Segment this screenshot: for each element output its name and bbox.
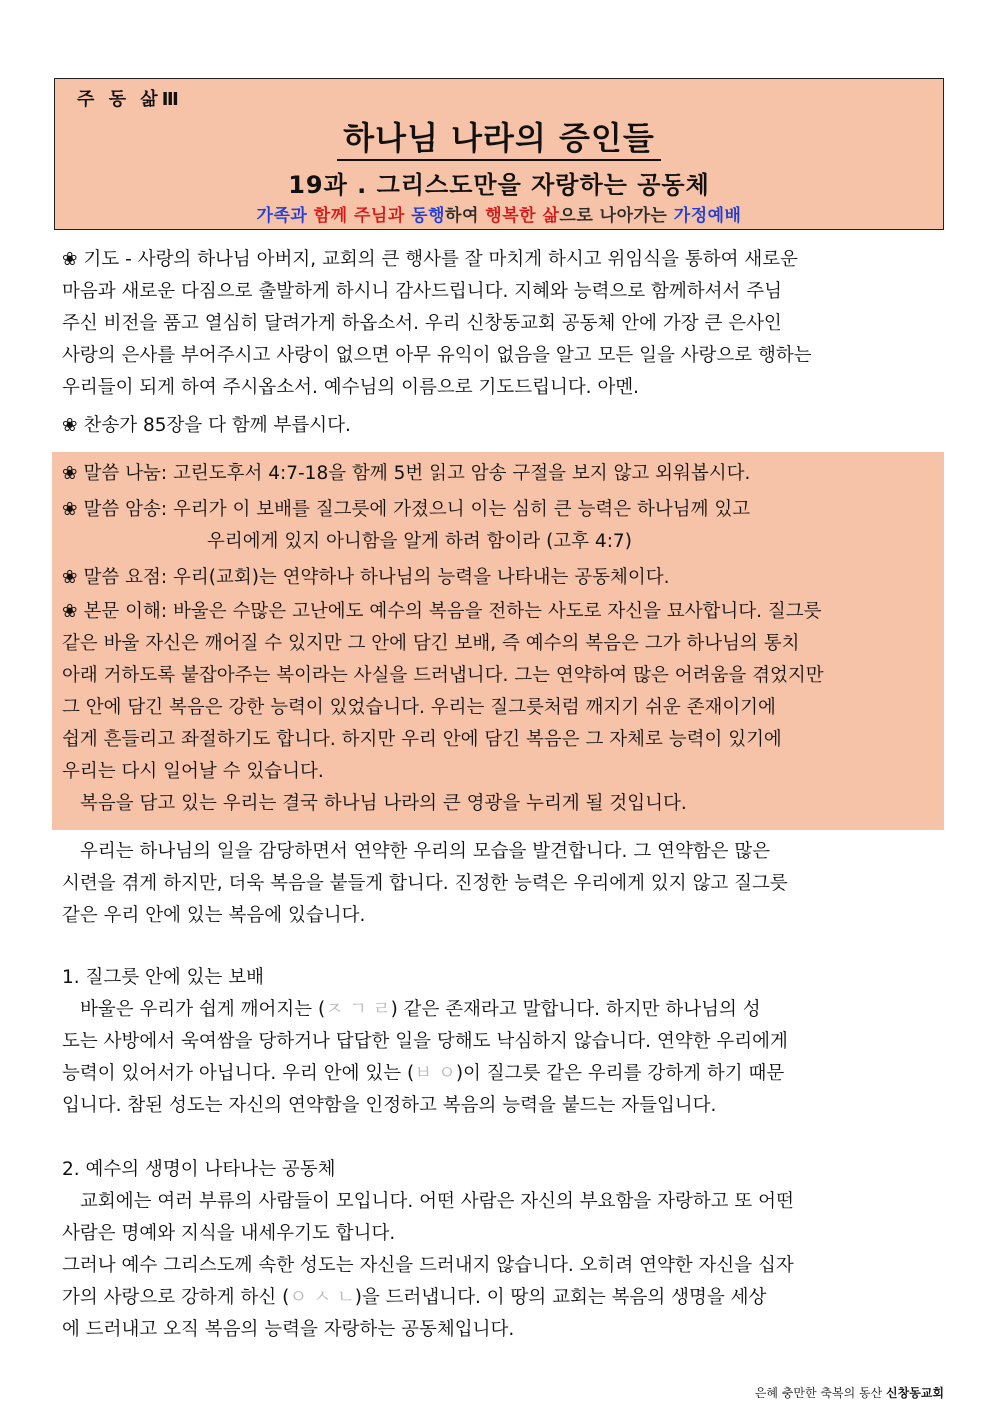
page-title bbox=[55, 113, 943, 159]
header-box bbox=[54, 78, 944, 230]
section2 bbox=[62, 1154, 938, 1346]
section1 bbox=[62, 962, 938, 1122]
understanding-line: 그 안에 담긴 복음은 강한 능력이 있었습니다. 우리는 질그릇처럼 깨지기 쉬운 존재이기에 bbox=[62, 697, 776, 718]
motto-part: 동행 bbox=[411, 206, 446, 226]
section1-line: 능력이 있어서가 아닙니다. 우리 안에 있는 (ㅂ ㅇ)이 질그릇 같은 우리를 강하게 하기 때문 bbox=[62, 1063, 785, 1084]
series-label: 주 동 삶Ⅲ bbox=[77, 89, 183, 110]
memorize-line: ❀ 말씀 암송: 우리가 이 보배를 질그릇에 가졌으니 이는 심히 큰 능력은 하나님께 있고 bbox=[62, 499, 751, 520]
footer bbox=[755, 1384, 944, 1401]
intro-line: 시련을 겪게 하지만, 더욱 복음을 붙들게 합니다. 진정한 능력은 우리에게 있지 않고 질그릇 bbox=[62, 873, 788, 894]
understanding-line: 같은 바울 자신은 깨어질 수 있지만 그 안에 담긴 보배, 즉 예수의 복음은 그가 하나님의 통치 bbox=[62, 633, 800, 654]
section1-line: 도는 사방에서 욱여쌈을 당하거나 답답한 일을 당해도 낙심하지 않습니다. 연약한 우리에게 bbox=[62, 1031, 788, 1052]
understanding-line: 아래 거하도록 붙잡아주는 복이라는 사실을 드러냅니다. 그는 연약하여 많은 어려움을 겪었지만 bbox=[62, 665, 824, 686]
section1-heading: 1. 질그릇 안에 있는 보배 bbox=[62, 967, 265, 988]
footer-church-name: 신창동교회 bbox=[886, 1386, 944, 1400]
motto-part: 가정예배 bbox=[673, 206, 742, 226]
motto-part: 으로 나아가는 bbox=[559, 206, 674, 226]
prayer-line: 마음과 새로운 다짐으로 출발하게 하시니 감사드립니다. 지혜와 능력으로 함께하셔서 주님 bbox=[62, 281, 783, 302]
page-title-text: 하나님 나라의 증인들 bbox=[337, 119, 661, 161]
memorize-line: 우리에게 있지 아니함을 알게 하려 함이라 (고후 4:7) bbox=[207, 531, 632, 552]
understanding-line: 우리는 다시 일어날 수 있습니다. bbox=[62, 761, 324, 782]
motto-part: 함께 bbox=[313, 206, 354, 226]
word-summary: ❀ 말씀 요점: 우리(교회)는 연약하나 하나님의 능력을 나타내는 공동체이다. bbox=[62, 567, 670, 588]
prayer-line: 우리들이 되게 하여 주시옵소서. 예수님의 이름으로 기도드립니다. 아멘. bbox=[62, 377, 640, 398]
motto-part: 행복한 삶 bbox=[485, 206, 560, 226]
section2-line: 에 드러내고 오직 복음의 능력을 자랑하는 공동체입니다. bbox=[62, 1319, 515, 1340]
motto-part: 가족과 bbox=[256, 206, 314, 226]
word-share: ❀ 말씀 나눔: 고린도후서 4:7-18을 함께 5번 읽고 암송 구절을 보지 않고 외워봅시다. bbox=[62, 463, 751, 484]
section2-line: 교회에는 여러 부류의 사람들이 모입니다. 어떤 사람은 자신의 부요함을 자랑하고 또 어떤 bbox=[80, 1191, 794, 1212]
footer-text: 은혜 충만한 축복의 동산 bbox=[754, 1386, 887, 1400]
understanding-line: 복음을 담고 있는 우리는 결국 하나님 나라의 큰 영광을 누리게 될 것입니다. bbox=[80, 793, 687, 814]
motto-part: 주님과 bbox=[353, 206, 412, 226]
word-memorize bbox=[62, 494, 938, 558]
intro-line: 같은 우리 안에 있는 복음에 있습니다. bbox=[62, 905, 366, 926]
prayer-paragraph bbox=[62, 244, 938, 404]
understanding-line: 쉽게 흔들리고 좌절하기도 합니다. 하지만 우리 안에 담긴 복음은 그 자체로 능력이 있기에 bbox=[62, 729, 782, 750]
fill-blank-1[interactable]: ㅈ ㄱ ㄹ bbox=[325, 999, 391, 1020]
motto-line bbox=[55, 201, 943, 226]
flower-bullet-icon: ❀ bbox=[62, 567, 78, 588]
prayer-line: 사랑의 은사를 부어주시고 사랑이 없으면 아무 유익이 없음을 알고 모든 일을 사랑으로 행하는 bbox=[62, 345, 812, 366]
understanding-line: ❀ 본문 이해: 바울은 수많은 고난에도 예수의 복음을 전하는 사도로 자신을 묘사합니다. 질그릇 bbox=[62, 601, 822, 622]
prayer-line: ❀ 기도 - 사랑의 하나님 아버지, 교회의 큰 행사를 잘 마치게 하시고 위임식을 통하여 새로운 bbox=[62, 249, 799, 270]
hymn-line: ❀ 찬송가 85장을 다 함께 부릅시다. bbox=[62, 415, 351, 436]
section2-line: 그러나 예수 그리스도께 속한 성도는 자신을 드러내지 않습니다. 오히려 연약한 자신을 십자 bbox=[62, 1255, 794, 1276]
flower-bullet-icon: ❀ bbox=[62, 415, 78, 436]
intro-line: 우리는 하나님의 일을 감당하면서 연약한 우리의 모습을 발견합니다. 그 연약함은 많은 bbox=[80, 841, 771, 862]
intro-paragraph bbox=[62, 836, 938, 932]
lesson-title: 19과 . 그리스도만을 자랑하는 공동체 bbox=[288, 171, 710, 199]
section1-line: 바울은 우리가 쉽게 깨어지는 (ㅈ ㄱ ㄹ) 같은 존재라고 말합니다. 하지만 하나님의 성 bbox=[80, 999, 761, 1020]
prayer-line: 주신 비전을 품고 열심히 달려가게 하옵소서. 우리 신창동교회 공동체 안에 가장 큰 은사인 bbox=[62, 313, 782, 334]
flower-bullet-icon: ❀ bbox=[62, 499, 78, 520]
flower-bullet-icon: ❀ bbox=[62, 463, 78, 484]
word-understanding bbox=[62, 596, 938, 820]
section2-line: 가의 사랑으로 강하게 하신 (ㅇ ㅅ ㄴ)을 드러냅니다. 이 땅의 교회는 복음의 생명을 세상 bbox=[62, 1287, 767, 1308]
motto-part: 하여 bbox=[445, 206, 486, 226]
section1-line: 입니다. 참된 성도는 자신의 연약함을 인정하고 복음의 능력을 붙드는 자들입니다. bbox=[62, 1095, 717, 1116]
flower-bullet-icon: ❀ bbox=[62, 249, 78, 270]
section2-line: 사람은 명예와 지식을 내세우기도 합니다. bbox=[62, 1223, 396, 1244]
flower-bullet-icon: ❀ bbox=[62, 601, 78, 622]
fill-blank-3[interactable]: ㅇ ㅅ ㄴ bbox=[289, 1287, 355, 1308]
section2-heading: 2. 예수의 생명이 나타나는 공동체 bbox=[62, 1159, 336, 1180]
fill-blank-2[interactable]: ㅂ ㅇ bbox=[414, 1063, 456, 1084]
